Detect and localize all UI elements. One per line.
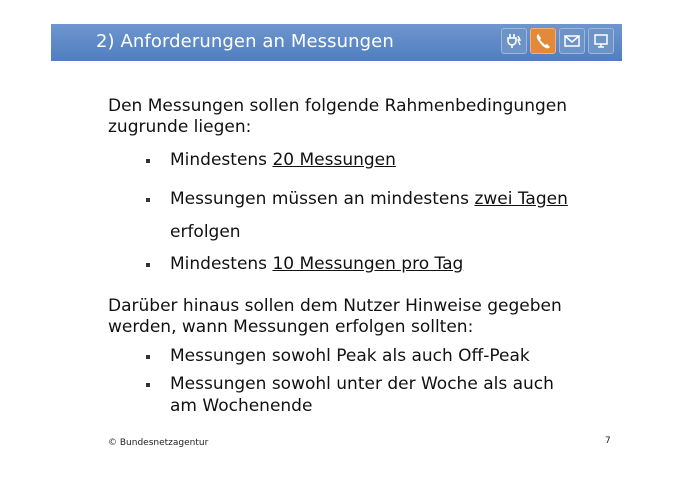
bullet-marker	[146, 159, 150, 163]
header-icons	[501, 28, 614, 54]
slide: 2) Anforderungen an Messungen Den Messungen sollen folgende Rahmenbedingungen zugrunde liegen: Mindestens 20 Messungen Messungen müssen an mindestens zwei Tagen erfolgen Mindestens 10 Messungen pro Tag Darüber hinaus sollen dem Nutzer Hinweise gegeben werden, wann Messungen erfolgen sollten: Messungen sowohl Peak als auch Off-Peak Messungen sowohl unter der Woche als auch am Wochenende © Bundesnetzagentur 7	[0, 0, 685, 484]
header-bar	[51, 24, 622, 61]
list-item-continuation: erfolgen	[170, 222, 241, 242]
mail-icon[interactable]	[559, 28, 585, 54]
page-number: 7	[605, 436, 611, 446]
copyright: © Bundesnetzagentur	[108, 438, 209, 448]
bullet-marker	[146, 198, 150, 202]
intro-paragraph: Den Messungen sollen folgende Rahmenbedingungen zugrunde liegen:	[108, 96, 567, 137]
list-item-continuation: am Wochenende	[170, 396, 313, 416]
outro-paragraph: Darüber hinaus sollen dem Nutzer Hinweise gegeben werden, wann Messungen erfolgen sollten:	[108, 296, 562, 337]
plug-icon[interactable]	[501, 28, 527, 54]
slide-title: 2) Anforderungen an Messungen	[96, 31, 394, 52]
bullet-marker	[146, 383, 150, 387]
tv-icon[interactable]	[588, 28, 614, 54]
bullet-marker	[146, 263, 150, 267]
phone-icon[interactable]	[530, 28, 556, 54]
bullet-marker	[146, 355, 150, 359]
